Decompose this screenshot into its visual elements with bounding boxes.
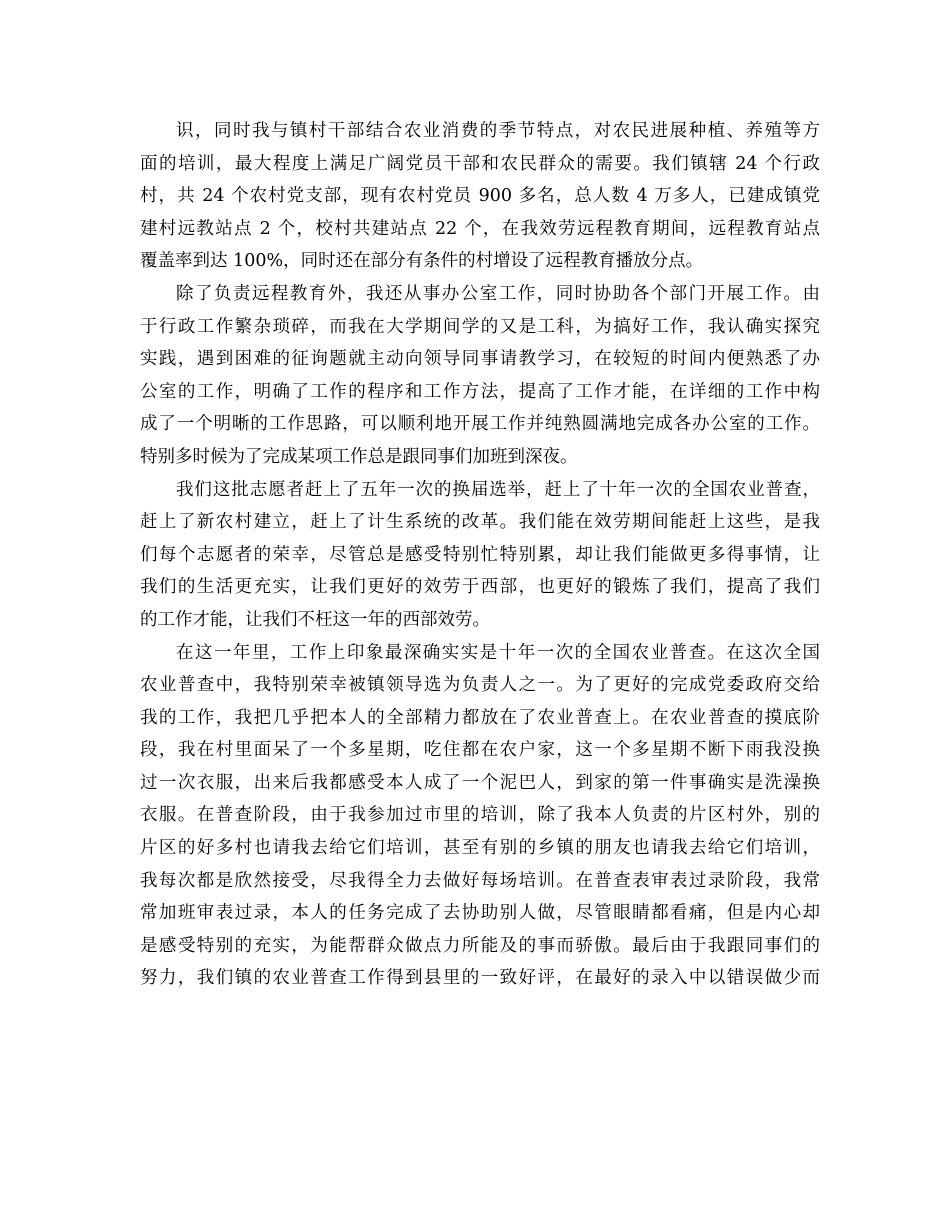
text-line: 特别多时候为了完成某项工作总是跟同事们加班到深夜。 bbox=[140, 446, 578, 467]
text-line: 是感受特别的充实，为能帮群众做点力所能及的事而骄傲。最后由于我跟同事们的 bbox=[140, 935, 820, 956]
text-line: 覆盖率到达 100%，同时还在部分有条件的村增设了远程教育播放分点。 bbox=[140, 251, 704, 272]
text-line: 面的培训，最大程度上满足广阔党员干部和农民群众的需要。我们镇辖 24 个行政 bbox=[140, 153, 820, 174]
paragraph-first-line: 除了负责远程教育外，我还从事办公室工作，同时协助各个部门开展工作。由 bbox=[176, 283, 820, 304]
text-line: 努力，我们镇的农业普查工作得到县里的一致好评，在最好的录入中以错误做少而 bbox=[140, 968, 820, 989]
text-line: 衣服。在普查阶段，由于我参加过市里的培训，除了我本人负责的片区村外，别的 bbox=[140, 805, 820, 826]
text-line: 赶上了新农村建立，赶上了计生系统的改革。我们能在效劳期间能赶上这些，是我 bbox=[140, 512, 820, 533]
text-line: 村，共 24 个农村党支部，现有农村党员 900 多名，总人数 4 万多人，已建成镇党 bbox=[140, 186, 820, 207]
text-line: 段，我在村里面呆了一个多星期，吃住都在农户家，这一个多星期不断下雨我没换 bbox=[140, 740, 820, 761]
text-line: 于行政工作繁杂琐碎，而我在大学期间学的又是工科，为搞好工作，我认确实探究 bbox=[140, 316, 820, 337]
body-text bbox=[140, 115, 820, 995]
text-line: 实践，遇到困难的征询题就主动向领导同事请教学习，在较短的时间内便熟悉了办 bbox=[140, 349, 820, 370]
text-line: 片区的好多村也请我去给它们培训，甚至有别的乡镇的朋友也请我去给它们培训， bbox=[140, 838, 820, 859]
text-line: 成了一个明晰的工作思路，可以顺利地开展工作并纯熟圆满地完成各办公室的工作。 bbox=[140, 414, 820, 435]
paragraph-first-line: 在这一年里，工作上印象最深确实实是十年一次的全国农业普查。在这次全国 bbox=[176, 642, 820, 663]
paragraph-first-line: 我们这批志愿者赶上了五年一次的换届选举，赶上了十年一次的全国农业普查， bbox=[176, 479, 820, 500]
text-line: 常加班审表过录，本人的任务完成了去协助别人做，尽管眼睛都看痛，但是内心却 bbox=[140, 903, 820, 924]
text-line: 们每个志愿者的荣幸，尽管总是感受特别忙特别累，却让我们能做更多得事情，让 bbox=[140, 544, 820, 565]
text-line: 我的工作，我把几乎把本人的全部精力都放在了农业普查上。在农业普查的摸底阶 bbox=[140, 707, 820, 728]
paragraph-first-line: 识，同时我与镇村干部结合农业消费的季节特点，对农民进展种植、养殖等方 bbox=[176, 121, 820, 141]
text-line: 建村远教站点 2 个，校村共建站点 22 个，在我效劳远程教育期间，远程教育站点 bbox=[140, 218, 820, 239]
text-line: 公室的工作，明确了工作的程序和工作方法，提高了工作才能，在详细的工作中构 bbox=[140, 381, 820, 402]
text-line: 过一次衣服，出来后我都感受本人成了一个泥巴人，到家的第一件事确实是洗澡换 bbox=[140, 772, 820, 793]
text-line: 的工作才能，让我们不枉这一年的西部效劳。 bbox=[140, 609, 490, 630]
text-line: 我们的生活更充实，让我们更好的效劳于西部，也更好的锻炼了我们，提高了我们 bbox=[140, 577, 820, 598]
text-line: 我每次都是欣然接受，尽我得全力去做好每场培训。在普查表审表过录阶段，我常 bbox=[140, 870, 820, 891]
text-line: 农业普查中，我特别荣幸被镇领导选为负责人之一。为了更好的完成党委政府交给 bbox=[140, 675, 820, 696]
